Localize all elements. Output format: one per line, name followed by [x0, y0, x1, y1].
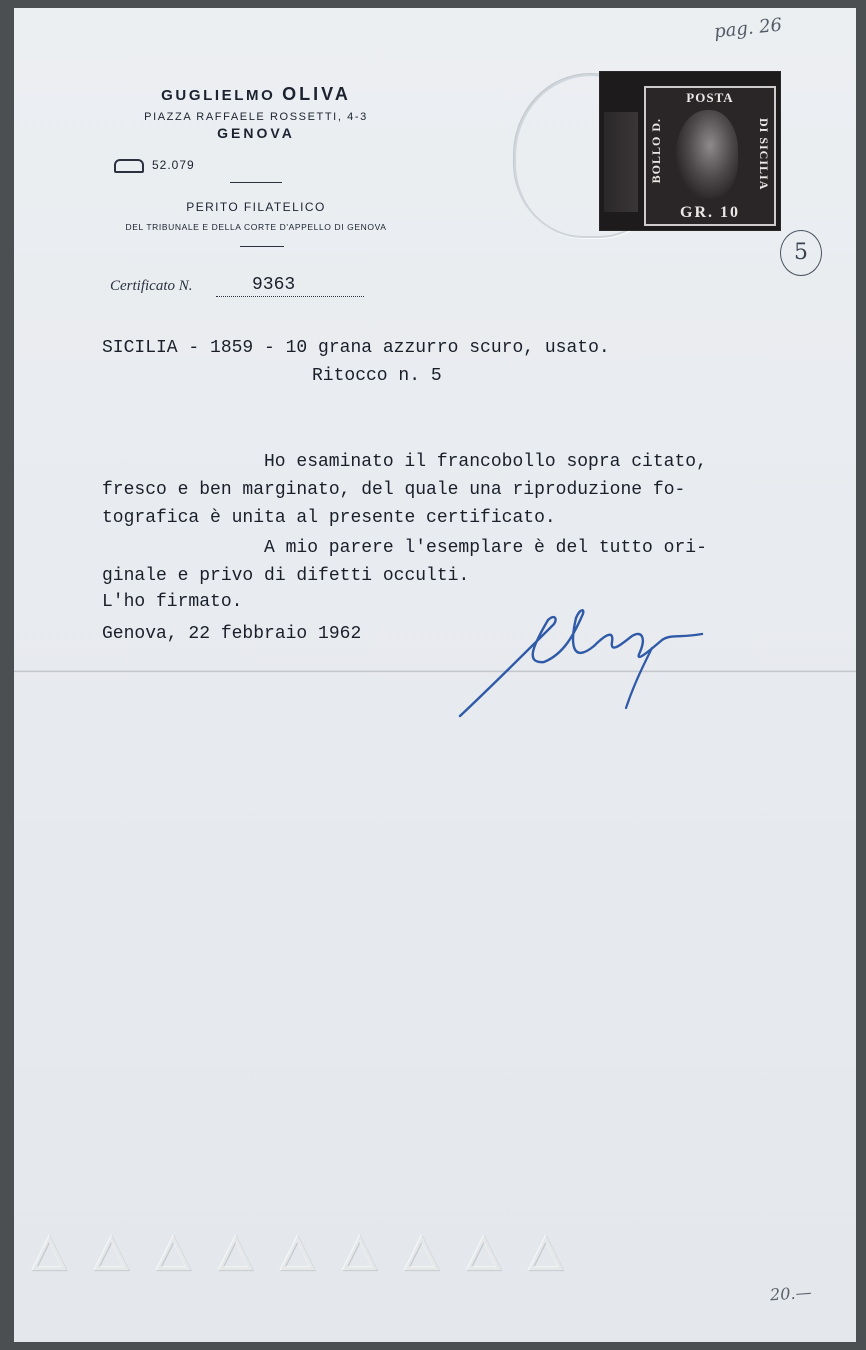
paper-fold	[14, 670, 856, 673]
circled-number: 5	[780, 230, 822, 276]
stamp-photo	[600, 72, 780, 230]
stamp-top-text: POSTA	[686, 90, 734, 105]
subject-subline: Ritocco n. 5	[312, 366, 442, 386]
stamp-design	[644, 86, 776, 226]
paragraph1-line1: Ho esaminato il francobollo sopra citato,	[264, 452, 707, 472]
letterhead-address: PIAZZA RAFFAELE ROSSETTI, 4-3	[144, 111, 368, 123]
stamp-left-text: BOLLO D.	[649, 118, 663, 184]
paragraph1-line2: fresco e ben marginato, del quale una riproduzione fo-	[102, 480, 686, 500]
phone-number: 52.079	[152, 158, 195, 172]
paragraph2-line3: L'ho firmato.	[102, 592, 243, 612]
letterhead-first-name: GUGLIELMO	[161, 87, 276, 104]
letterhead	[94, 84, 418, 232]
pencil-price-note: 20.—	[769, 1282, 813, 1305]
letterhead-divider	[230, 182, 282, 183]
bottom-embossing: △ △ △ △ △ △ △ △ △	[32, 1225, 571, 1274]
paragraph1-line3: tografica è unita al presente certificato.	[102, 508, 556, 528]
letterhead-phone	[114, 158, 195, 173]
date-line: Genova, 22 febbraio 1962	[102, 624, 362, 644]
stamp-margin	[604, 112, 638, 212]
handwritten-signature	[454, 604, 714, 724]
letterhead-divider-bottom	[240, 246, 284, 247]
stamp-right-text: DI SICILIA	[757, 118, 771, 191]
paragraph2-line2: ginale e privo di difetti occulti.	[102, 566, 470, 586]
stamp-portrait	[676, 110, 738, 198]
certificate-label: Certificato N.	[110, 278, 193, 294]
letterhead-subtitle: DEL TRIBUNALE E DELLA CORTE D'APPELLO DI GENOVA	[125, 222, 387, 232]
subject-line: SICILIA - 1859 - 10 grana azzurro scuro, usato.	[102, 338, 610, 358]
letterhead-title: PERITO FILATELICO	[186, 200, 326, 214]
certificate-number: 9363	[252, 275, 296, 295]
letterhead-name	[94, 84, 418, 105]
page-reference-note: pag. 26	[713, 14, 784, 43]
stamp-value-text: GR. 10	[680, 204, 740, 221]
paragraph2-line1: A mio parere l'esemplare è del tutto ori-	[264, 538, 707, 558]
certificate-number-line	[216, 296, 364, 297]
letterhead-city: GENOVA	[217, 125, 295, 141]
letterhead-last-name: OLIVA	[282, 84, 351, 104]
certificate-sheet	[14, 8, 856, 1342]
telephone-icon	[114, 159, 144, 173]
